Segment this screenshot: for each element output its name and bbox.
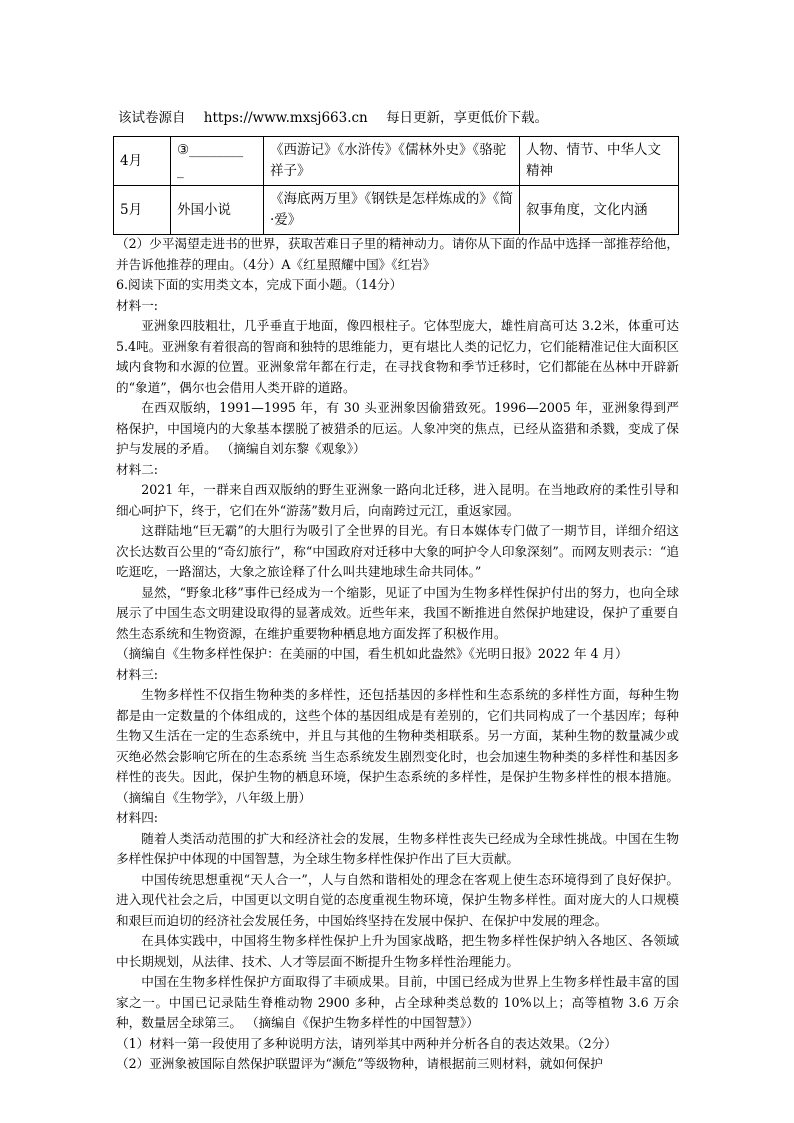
month-cell: 5月 xyxy=(114,186,171,235)
material-2-source: （摘编自《生物多样性保护：在美丽的中国，看生机如此盎然》《光明日报》2022 年 4 月） xyxy=(116,646,628,661)
theme-cell: 外国小说 xyxy=(171,186,264,235)
material-1-paragraph: 在西双版纳，1991—1995 年，有 30 头亚洲象因偷猎致死。1996—2005 年，亚洲象得到严格保护，中国境内的大象基本摆脱了被猎杀的厄运。人象冲突的焦点，已经从盗猎和杀戮，变成了保护与发展的矛盾。 （摘编自刘东黎《观象》） xyxy=(116,400,679,456)
header-url[interactable]: https://www.mxsj663.cn xyxy=(203,110,368,126)
theme-suffix: _ xyxy=(177,163,184,179)
material-4-paragraph: 中国在生物多样性保护方面取得了丰硕成果。目前，中国已经成为世界上生物多样性最丰富的国家之一。中国已记录陆生脊椎动物 2900 多种，占全球种类总数的 10%以上；高等植物 3.6 万余种，数量居全球第三。 （摘编自《保护生物多样性的中国智慧》） xyxy=(116,974,679,1030)
table-row xyxy=(114,186,679,235)
focus-cell: 人物、情节、中华人文精神 xyxy=(520,137,679,186)
theme-prefix: ③ xyxy=(177,142,190,158)
focus-cell: 叙事角度，文化内涵 xyxy=(520,186,679,235)
material-1-paragraph: 亚洲象四肢粗壮，几乎垂直于地面，像四根柱子。它体型庞大，雄性肩高可达 3.2米，体重可达 5.4吨。亚洲象有着很高的智商和独特的思维能力，更有堪比人类的记忆力，它们能精准记住大面积区域内食物和水源的位置。亚洲象常年都在行走，在寻找食物和季节迁移时，它们都能在丛林中开辟新的“象道”，偶尔也会借用人类开辟的道路。 xyxy=(116,318,679,395)
material-4-paragraph: 中国传统思想重视“天人合一”，人与自然和谐相处的理念在客观上使生态环境得到了良好保护。进入现代社会之后，中国更以文明自觉的态度重视生物环境，保护生物多样性。面对庞大的人口规模和艰巨而迫切的经济社会发展任务，中国始终坚持在发展中保护、在保护中发展的理念。 xyxy=(116,871,679,928)
reading-plan-table xyxy=(113,136,679,235)
books-cell: 《海底两万里》《钢铁是怎样炼成的》《简·爱》 xyxy=(264,186,520,235)
material-2-paragraph: 显然，“野象北移”事件已经成为一个缩影，见证了中国为生物多样性保护付出的努力，也向全球展示了中国生态文明建设取得的显著成效。近些年来，我国不断推进自然保护地建设，保护了重要自然生态系统和生物资源，在维护重要物种栖息地方面发挥了积极作用。 xyxy=(116,584,679,641)
material-2-label: 材料二: xyxy=(116,461,159,477)
material-2-paragraph: 这群陆地“巨无霸”的大胆行为吸引了全世界的目光。有日本媒体专门做了一期节目，详细介绍这次长达数百公里的“奇幻旅行”，称“中国政府对迁移中大象的呵护令人印象深刻”。而网友则表示：“追吃逛吃，一路溜达，大象之旅诠释了什么叫共建地球生命共同体。” xyxy=(116,523,679,579)
sub-question-2: （2）亚洲象被国际自然保护联盟评为“濒危”等级物种，请根据前三则材料，就如何保护 xyxy=(116,1056,603,1071)
question-6-title: 6.阅读下面的实用类文本，完成下面小题。（14分） xyxy=(116,277,403,292)
books-cell: 《西游记》《水浒传》《儒林外史》《骆驼祥子》 xyxy=(264,137,520,186)
material-3-paragraph: 生物多样性不仅指生物种类的多样性，还包括基因的多样性和生态系统的多样性方面，每种生物都是由一定数量的个体组成的，这些个体的基因组成是有差别的，它们共同构成了一个基因库；每种生物又生活在一定的生态系统中，并且与其他的生物种类相联系。另一方面，某种生物的数量减少或灭绝必然会影响它所在的生态系统 当生态系统发生剧烈变化时，也会加速生物种类的多样性和基因多样性的丧失。因此，保护生物的栖息环境，保护生态系统的多样性，是保护生物多样性的根本措施。（摘编自《生物学》，八年级上册） xyxy=(116,687,679,805)
document-body xyxy=(116,234,679,1075)
material-4-paragraph: 随着人类活动范围的扩大和经济社会的发展，生物多样性丧失已经成为全球性挑战。中国在生物多样性保护中体现的中国智慧，为全球生物多样性保护作出了巨大贡献。 xyxy=(116,830,679,866)
question-2: （2）少平渴望走进书的世界，获取苦难日子里的精神动力。请你从下面的作品中选择一部推荐给他，并告诉他推荐的理由。（4分）A《红星照耀中国》《红岩》 xyxy=(116,236,679,272)
answer-blank[interactable]: ________ xyxy=(189,142,244,158)
header-slogan: 每日更新，享更低价下载。 xyxy=(386,110,549,126)
table-row xyxy=(114,137,679,186)
material-3-label: 材料三: xyxy=(116,666,159,682)
material-2-paragraph: 2021 年，一群来自西双版纳的野生亚洲象一路向北迁移，进入昆明。在当地政府的柔性引导和细心呵护下，终于，它们在外“游荡”数月后，向南跨过元江，重返家园。 xyxy=(116,482,679,518)
material-1-label: 材料一: xyxy=(116,297,159,313)
theme-cell xyxy=(171,137,264,186)
material-4-paragraph: 在具体实践中，中国将生物多样性保护上升为国家战略，把生物多样性保护纳入各地区、各领域中长期规划，从法律、技术、人才等层面不断提升生物多样性治理能力。 xyxy=(116,933,679,969)
sub-question-1: （1）材料一第一段使用了多种说明方法，请列举其中两种并分析各自的表达效果。（2分） xyxy=(116,1035,617,1051)
month-cell: 4月 xyxy=(114,137,171,186)
header-source: 该试卷源自 xyxy=(118,110,186,126)
material-4-label: 材料四: xyxy=(116,810,159,825)
page-header xyxy=(118,106,562,126)
